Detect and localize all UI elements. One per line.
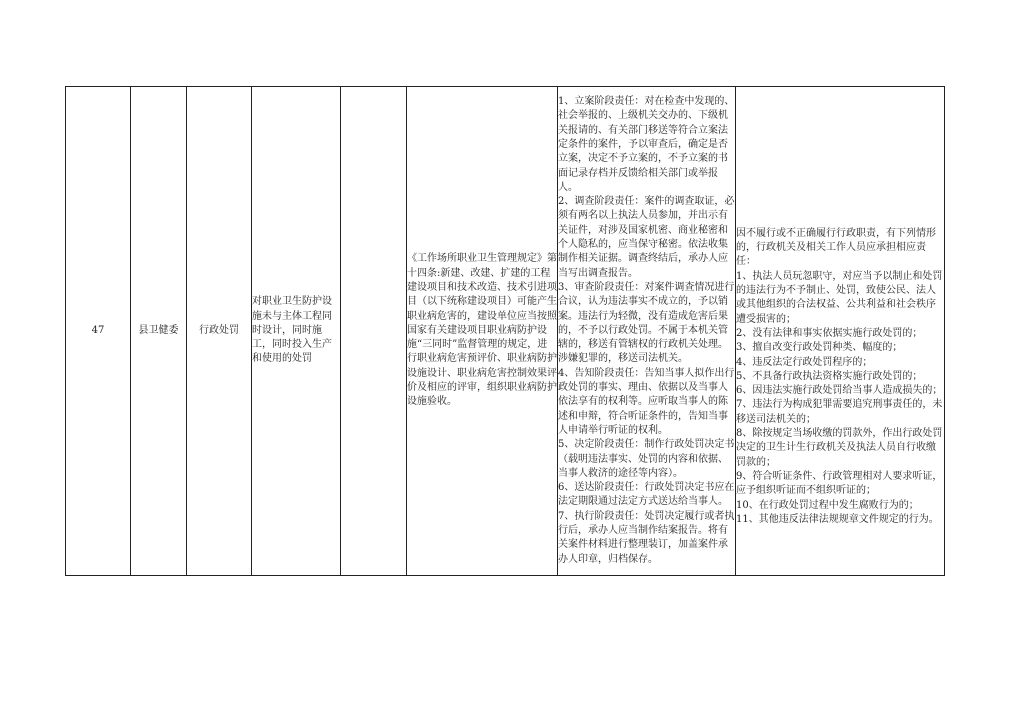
liability-item: 9、符合听证条件、行政管理相对人要求听证，应予组织听证而不组织听证的； — [736, 470, 943, 497]
row-number: 47 — [91, 324, 105, 336]
duty-item: 6、送达阶段责任：行政处罚决定书应在法定期限通过法定方式送达给当事人。 — [558, 482, 735, 508]
liability-list — [736, 135, 944, 527]
basis-cell — [407, 87, 558, 576]
duty-item: 2、调查阶段责任：案件的调查取证，必须有两名以上执法人员参加，并出示有关证件，对涉及国家机密、商业秘密和个人隐私的，应当保守秘密。依法收集制作相关证据。调查终结后，承办人应当写出调查报告。 — [558, 196, 735, 279]
liability-item: 1、执法人员玩忽职守，对应当予以制止和处罚的违法行为不予制止、处罚，致使公民、法人或其他组织的合法权益、公共利益和社会秩序遭受损害的； — [736, 270, 943, 325]
item-name: 对职业卫生防护设施未与主体工程同时设计，同时施工，同时投入生产和使用的处罚 — [252, 296, 332, 365]
liability-item: 7、违法行为构成犯罪需要追究刑事责任的，未移送司法机关的； — [736, 399, 943, 425]
duty-item: 1、立案阶段责任：对在检查中发现的、社会举报的、上级机关交办的、下级机关报请的、有关部门移送等符合立案法定条件的案件，予以审查后，确定是否立案，决定不予立案的，不予立案的书面记录存档并反馈给相关部门或举报人。 — [558, 96, 735, 193]
row-number-cell — [66, 87, 131, 576]
liability-cell — [736, 87, 945, 576]
item-name-cell — [252, 87, 341, 576]
table-row — [66, 87, 945, 576]
liability-item: 2、没有法律和事实依据实施行政处罚的； — [736, 327, 923, 339]
sub-item-cell — [341, 87, 407, 576]
liability-item: 4、违反法定行政处罚程序的； — [736, 356, 873, 368]
duty-item: 3、审查阶段责任：对案件调查情况进行合议，认为违法事实不成立的，予以销案。违法行为轻微，没有造成危害后果的，不予以行政处罚。不属于本机关管辖的，移送有管辖权的行政机关处理。涉嫌犯罪的，移送司法机关。 — [558, 281, 735, 365]
liability-item: 3、擅自改变行政处罚种类、幅度的； — [736, 342, 903, 354]
power-type: 行政处罚 — [199, 324, 239, 336]
duty-list — [558, 95, 735, 567]
power-list-table — [65, 86, 945, 576]
liability-item: 6、因违法实施行政处罚给当事人造成损失的； — [736, 385, 943, 397]
liability-intro: 因不履行或不正确履行行政职责，有下列情形的，行政机关及相关工作人员应承担相应责任： — [736, 227, 936, 268]
duty-cell — [558, 87, 736, 576]
liability-item: 5、不具备行政执法资格实施行政处罚的； — [736, 370, 923, 382]
liability-item: 11、其他违反法律法规规章文件规定的行为。 — [736, 513, 939, 525]
department-cell — [131, 87, 187, 576]
liability-item: 8、除按规定当场收缴的罚款外，作出行政处罚决定的卫生计生行政机关及执法人员自行收缴罚款的； — [736, 428, 943, 468]
legal-basis: 《工作场所职业卫生管理规定》第十四条:新建、改建、扩建的工程建设项目和技术改造、技术引进项目（以下统称建设项目）可能产生职业病危害的，建设单位应当按照国家有关建设项目职业病防护设施“三同时”监督管理的规定，进行职业病危害预评价、职业病防护设施设计、职业病危害控制效果评价及相应的评审，组织职业病防护设施验收。 — [407, 253, 557, 408]
duty-item: 4、告知阶段责任：告知当事人拟作出行政处罚的事实、理由、依据以及当事人依法享有的权利等。应听取当事人的陈述和申辩，符合听证条件的，告知当事人申请举行听证的权利。 — [558, 367, 735, 436]
duty-item: 7、执行阶段责任：处罚决定履行或者执行后，承办人应当制作结案报告。将有关案件材料进行整理装订，加盖案件承办人印章，归档保存。 — [558, 510, 735, 565]
liability-item: 10、在行政处罚过程中发生腐败行为的； — [736, 499, 919, 511]
duty-item: 5、决定阶段责任：制作行政处罚决定书（载明违法事实、处罚的内容和依据、当事人救济的途径等内容）。 — [558, 439, 735, 479]
power-type-cell — [187, 87, 252, 576]
department: 县卫健委 — [138, 324, 179, 336]
